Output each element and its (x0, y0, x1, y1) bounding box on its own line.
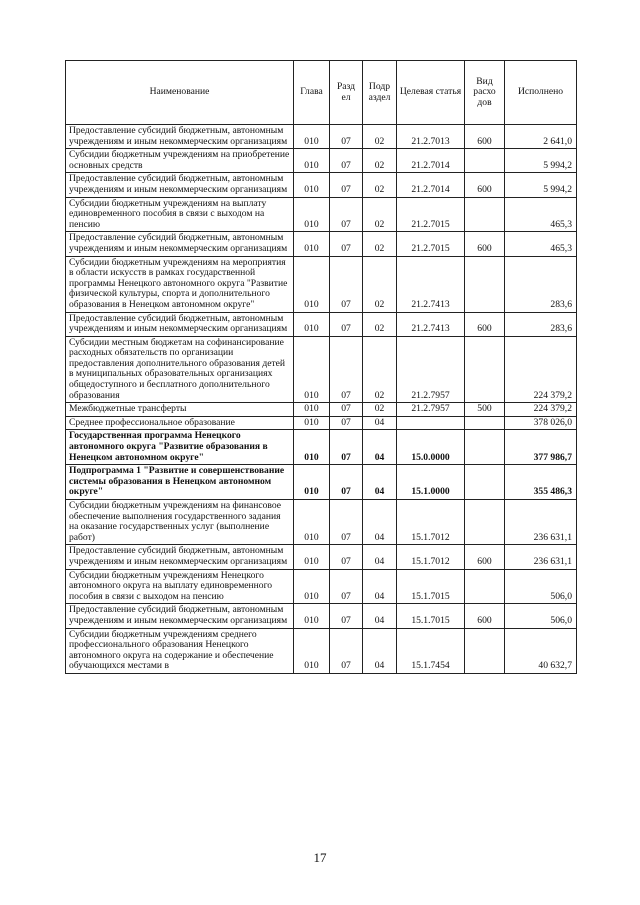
cell-razdel: 07 (330, 604, 363, 628)
cell-podrazdel: 04 (363, 604, 397, 628)
cell-glava: 010 (294, 149, 330, 173)
cell-podrazdel: 02 (363, 403, 397, 417)
cell-target: 21.2.7014 (397, 149, 465, 173)
cell-podrazdel: 04 (363, 500, 397, 545)
cell-podrazdel: 02 (363, 125, 397, 149)
cell-vid (465, 336, 505, 403)
cell-glava: 010 (294, 312, 330, 336)
cell-vid (465, 465, 505, 500)
cell-vid: 600 (465, 173, 505, 197)
cell-razdel: 07 (330, 430, 363, 465)
cell-name: Субсидии бюджетным учреждениям среднего профессионального образования Ненецкого автономного округа на содержание и обеспечение обучающихся местами в (66, 628, 294, 673)
header-executed: Исполнено (505, 61, 577, 125)
cell-name: Субсидии бюджетным учреждениям на приобретение основных средств (66, 149, 294, 173)
cell-glava: 010 (294, 465, 330, 500)
cell-glava: 010 (294, 545, 330, 569)
cell-executed: 40 632,7 (505, 628, 577, 673)
cell-name: Предоставление субсидий бюджетным, автономным учреждениям и иным некоммерческим организациям (66, 545, 294, 569)
table-row (66, 256, 577, 312)
cell-target: 21.2.7014 (397, 173, 465, 197)
cell-vid (465, 149, 505, 173)
cell-executed: 377 986,7 (505, 430, 577, 465)
table-row (66, 569, 577, 604)
cell-vid (465, 430, 505, 465)
cell-name: Государственная программа Ненецкого автономного округа "Развитие образования в Ненецком автономном округе" (66, 430, 294, 465)
cell-podrazdel: 02 (363, 336, 397, 403)
cell-target (397, 416, 465, 430)
cell-glava: 010 (294, 416, 330, 430)
cell-target: 15.1.7454 (397, 628, 465, 673)
cell-target: 15.0.0000 (397, 430, 465, 465)
cell-razdel: 07 (330, 465, 363, 500)
cell-razdel: 07 (330, 628, 363, 673)
cell-target: 15.1.7012 (397, 545, 465, 569)
cell-name: Субсидии бюджетным учреждениям на мероприятия в области искусств в рамках государственной программы Ненецкого автономного округа "Развитие физической культуры, спорта и дополнительного образования в Ненецком автономном округе" (66, 256, 294, 312)
cell-name: Предоставление субсидий бюджетным, автономным учреждениям и иным некоммерческим организациям (66, 173, 294, 197)
table-row (66, 500, 577, 545)
cell-name: Субсидии бюджетным учреждениям на финансовое обеспечение выполнения государственного задания на оказание государственных услуг (выполнение работ) (66, 500, 294, 545)
cell-podrazdel: 04 (363, 465, 397, 500)
cell-razdel: 07 (330, 197, 363, 232)
cell-razdel: 07 (330, 232, 363, 256)
cell-vid: 600 (465, 545, 505, 569)
table-row (66, 232, 577, 256)
table-row (66, 416, 577, 430)
cell-name: Среднее профессиональное образование (66, 416, 294, 430)
cell-target: 21.2.7413 (397, 312, 465, 336)
cell-executed: 506,0 (505, 604, 577, 628)
cell-glava: 010 (294, 232, 330, 256)
cell-vid: 600 (465, 312, 505, 336)
header-glava: Глава (294, 61, 330, 125)
cell-podrazdel: 02 (363, 173, 397, 197)
cell-name: Подпрограмма 1 "Развитие и совершенствование системы образования в Ненецком автономном округе" (66, 465, 294, 500)
cell-vid: 600 (465, 125, 505, 149)
cell-razdel: 07 (330, 336, 363, 403)
cell-glava: 010 (294, 197, 330, 232)
table-row (66, 125, 577, 149)
cell-target: 21.2.7957 (397, 336, 465, 403)
cell-podrazdel: 02 (363, 312, 397, 336)
cell-podrazdel: 02 (363, 197, 397, 232)
header-vid: Вид расхо дов (465, 61, 505, 125)
cell-glava: 010 (294, 628, 330, 673)
cell-name: Межбюджетные трансферты (66, 403, 294, 417)
cell-name: Предоставление субсидий бюджетным, автономным учреждениям и иным некоммерческим организациям (66, 312, 294, 336)
header-podrazdel: Подр аздел (363, 61, 397, 125)
cell-glava: 010 (294, 336, 330, 403)
cell-executed: 465,3 (505, 232, 577, 256)
header-razdel: Разд ел (330, 61, 363, 125)
cell-executed: 5 994,2 (505, 173, 577, 197)
cell-executed: 5 994,2 (505, 149, 577, 173)
cell-podrazdel: 04 (363, 416, 397, 430)
cell-executed: 355 486,3 (505, 465, 577, 500)
cell-vid: 600 (465, 604, 505, 628)
table-row (66, 430, 577, 465)
cell-executed: 224 379,2 (505, 336, 577, 403)
cell-razdel: 07 (330, 500, 363, 545)
cell-executed: 224 379,2 (505, 403, 577, 417)
cell-vid: 600 (465, 232, 505, 256)
cell-vid (465, 197, 505, 232)
cell-glava: 010 (294, 430, 330, 465)
cell-target: 21.2.7013 (397, 125, 465, 149)
cell-vid: 500 (465, 403, 505, 417)
cell-razdel: 07 (330, 173, 363, 197)
cell-vid (465, 628, 505, 673)
table-row (66, 149, 577, 173)
cell-executed: 236 631,1 (505, 545, 577, 569)
cell-executed: 378 026,0 (505, 416, 577, 430)
cell-target: 15.1.7015 (397, 604, 465, 628)
table-row (66, 545, 577, 569)
cell-glava: 010 (294, 173, 330, 197)
cell-vid (465, 256, 505, 312)
cell-name: Предоставление субсидий бюджетным, автономным учреждениям и иным некоммерческим организациям (66, 125, 294, 149)
cell-vid (465, 500, 505, 545)
cell-razdel: 07 (330, 256, 363, 312)
cell-vid (465, 416, 505, 430)
cell-executed: 236 631,1 (505, 500, 577, 545)
table-row (66, 628, 577, 673)
table-row (66, 197, 577, 232)
cell-razdel: 07 (330, 312, 363, 336)
cell-podrazdel: 04 (363, 430, 397, 465)
cell-podrazdel: 04 (363, 569, 397, 604)
table-row (66, 604, 577, 628)
cell-name: Субсидии бюджетным учреждениям на выплату единовременного пособия в связи с выходом на пенсию (66, 197, 294, 232)
cell-executed: 2 641,0 (505, 125, 577, 149)
cell-target: 15.1.7015 (397, 569, 465, 604)
table-row (66, 173, 577, 197)
cell-podrazdel: 04 (363, 628, 397, 673)
cell-razdel: 07 (330, 149, 363, 173)
budget-table (65, 60, 577, 674)
table-row (66, 465, 577, 500)
cell-glava: 010 (294, 569, 330, 604)
cell-razdel: 07 (330, 125, 363, 149)
cell-target: 15.1.7012 (397, 500, 465, 545)
cell-vid (465, 569, 505, 604)
cell-glava: 010 (294, 604, 330, 628)
cell-podrazdel: 02 (363, 256, 397, 312)
cell-glava: 010 (294, 500, 330, 545)
cell-executed: 283,6 (505, 312, 577, 336)
cell-podrazdel: 02 (363, 232, 397, 256)
cell-name: Субсидии бюджетным учреждениям Ненецкого автономного округа на выплату единовременного пособия в связи с выходом на пенсию (66, 569, 294, 604)
header-name: Наименование (66, 61, 294, 125)
table-row (66, 312, 577, 336)
cell-target: 21.2.7015 (397, 197, 465, 232)
cell-executed: 506,0 (505, 569, 577, 604)
cell-glava: 010 (294, 256, 330, 312)
cell-podrazdel: 02 (363, 149, 397, 173)
header-target: Целевая статья (397, 61, 465, 125)
cell-name: Предоставление субсидий бюджетным, автономным учреждениям и иным некоммерческим организациям (66, 232, 294, 256)
cell-executed: 465,3 (505, 197, 577, 232)
cell-name: Предоставление субсидий бюджетным, автономным учреждениям и иным некоммерческим организациям (66, 604, 294, 628)
table-row (66, 336, 577, 403)
cell-target: 21.2.7413 (397, 256, 465, 312)
cell-target: 21.2.7957 (397, 403, 465, 417)
cell-razdel: 07 (330, 569, 363, 604)
cell-razdel: 07 (330, 403, 363, 417)
cell-executed: 283,6 (505, 256, 577, 312)
table-row (66, 403, 577, 417)
cell-glava: 010 (294, 403, 330, 417)
cell-razdel: 07 (330, 545, 363, 569)
page-number: 17 (313, 850, 327, 865)
cell-target: 21.2.7015 (397, 232, 465, 256)
cell-podrazdel: 04 (363, 545, 397, 569)
cell-name: Субсидии местным бюджетам на софинансирование расходных обязательств по организации предоставления дополнительного образования детей в муниципальных образовательных организациях общедоступного и бесплатного дополнительного образования (66, 336, 294, 403)
cell-target: 15.1.0000 (397, 465, 465, 500)
cell-razdel: 07 (330, 416, 363, 430)
cell-glava: 010 (294, 125, 330, 149)
table-header-row (66, 61, 577, 125)
